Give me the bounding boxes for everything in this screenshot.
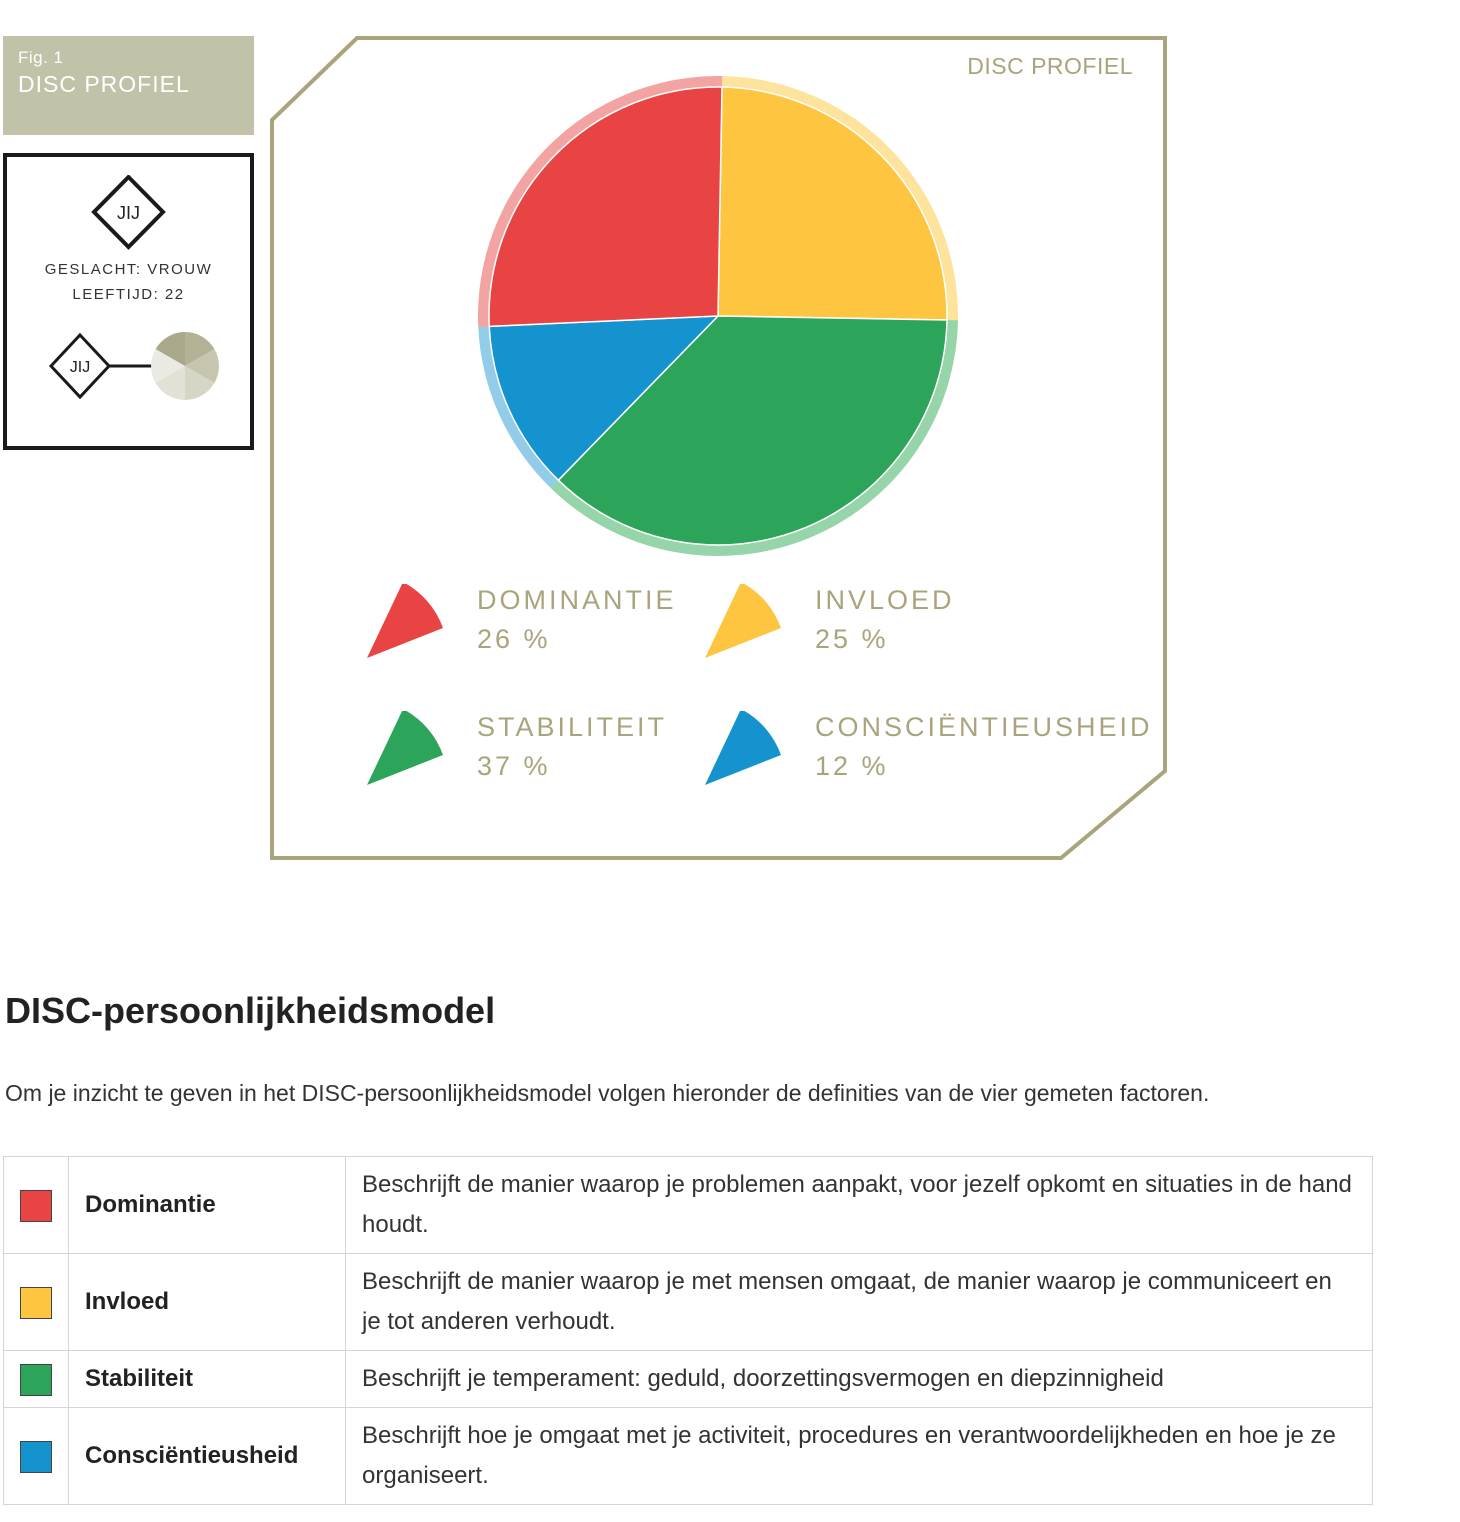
factor-name: Stabiliteit xyxy=(69,1351,346,1408)
color-swatch-invloed xyxy=(20,1287,52,1319)
chart-title: DISC PROFIEL xyxy=(967,53,1133,79)
legend-value-invloed: 25 % xyxy=(815,624,889,654)
table-row xyxy=(4,1408,1373,1505)
person-info xyxy=(7,257,250,307)
stabiliteit-wedge-icon xyxy=(365,711,455,801)
relation-marker: JIJ xyxy=(69,359,91,376)
pie-group xyxy=(478,76,958,556)
mini-pie-icon xyxy=(151,332,219,400)
conscientieusheid-wedge-icon xyxy=(703,711,793,801)
table-row xyxy=(4,1157,1373,1254)
person-gender: GESLACHT: VROUW xyxy=(44,261,213,278)
section-title: DISC-persoonlijkheidsmodel xyxy=(5,990,496,1031)
legend-label-dominantie: DOMINANTIE xyxy=(477,585,677,615)
factor-table xyxy=(3,1156,1373,1505)
dominantie-wedge-icon xyxy=(365,584,455,674)
figure-title: DISC PROFIEL xyxy=(18,71,190,97)
relation-graph xyxy=(45,327,225,403)
section-intro: Om je inzicht te geven in het DISC-persoonlijkheidsmodel volgen hieronder de definities van de vier gemeten factoren. xyxy=(5,1080,1210,1106)
figure-number: Fig. 1 xyxy=(18,48,64,67)
figure-label xyxy=(3,36,254,135)
person-age: LEEFTIJD: 22 xyxy=(72,286,185,303)
invloed-wedge-icon xyxy=(703,584,793,674)
factor-name: Dominantie xyxy=(69,1157,346,1254)
factor-description: Beschrijft hoe je omgaat met je activiteit, procedures en verantwoordelijkheden en hoe je ze organiseert. xyxy=(346,1408,1373,1505)
legend-value-stabiliteit: 37 % xyxy=(477,751,551,781)
table-row xyxy=(4,1254,1373,1351)
color-swatch-dominantie xyxy=(20,1190,52,1222)
factor-name: Consciëntieusheid xyxy=(69,1408,346,1505)
table-row xyxy=(4,1351,1373,1408)
legend-label-stabiliteit: STABILITEIT xyxy=(477,712,668,742)
person-marker: JIJ xyxy=(116,203,141,223)
color-swatch-stabiliteit xyxy=(20,1364,52,1396)
factor-description: Beschrijft je temperament: geduld, doorzettingsvermogen en diepzinnigheid xyxy=(346,1351,1373,1408)
person-card xyxy=(3,153,254,450)
disc-chart-panel xyxy=(269,34,1169,862)
person-diamond-icon xyxy=(7,175,250,251)
color-swatch-conscientieusheid xyxy=(20,1441,52,1473)
factor-description: Beschrijft de manier waarop je problemen aanpakt, voor jezelf opkomt en situaties in de hand houdt. xyxy=(346,1157,1373,1254)
legend-label-conscientieusheid: CONSCIËNTIEUSHEID xyxy=(815,712,1153,742)
factor-name: Invloed xyxy=(69,1254,346,1351)
factor-description: Beschrijft de manier waarop je met mensen omgaat, de manier waarop je communiceert en je tot anderen verhoudt. xyxy=(346,1254,1373,1351)
legend-value-conscientieusheid: 12 % xyxy=(815,751,889,781)
legend-value-dominantie: 26 % xyxy=(477,624,551,654)
legend-label-invloed: INVLOED xyxy=(815,585,955,615)
